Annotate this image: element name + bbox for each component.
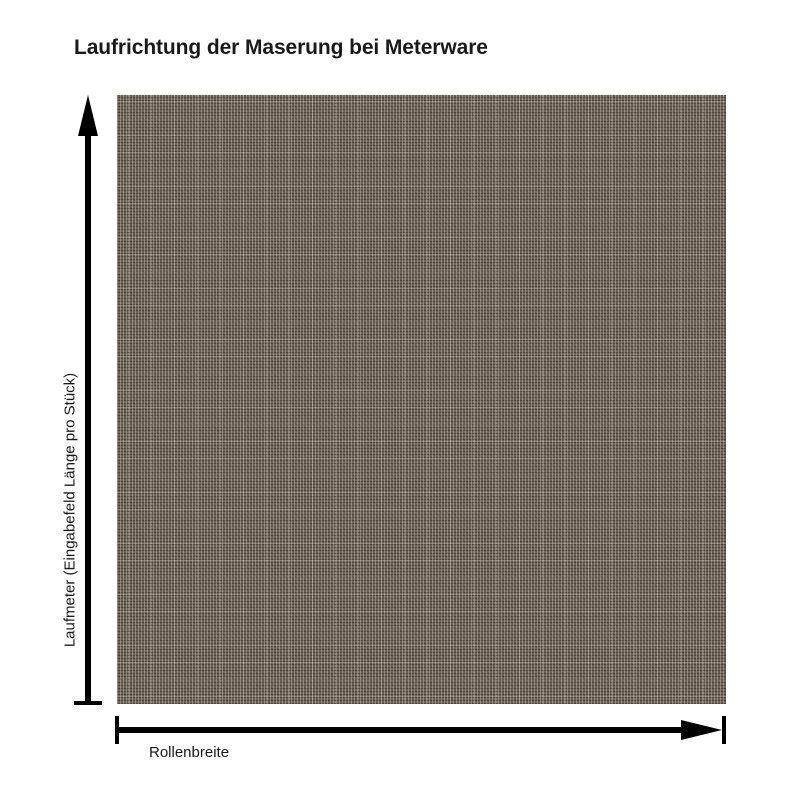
page-title: Laufrichtung der Maserung bei Meterware	[74, 36, 488, 59]
vertical-arrowhead	[78, 95, 98, 136]
horizontal-arrowhead	[681, 720, 722, 740]
length-axis-label: Laufmeter (Eingabefeld Länge pro Stück)	[61, 372, 79, 648]
horizontal-arrow-icon	[117, 716, 724, 744]
width-axis-label: Rollenbreite	[149, 744, 230, 761]
